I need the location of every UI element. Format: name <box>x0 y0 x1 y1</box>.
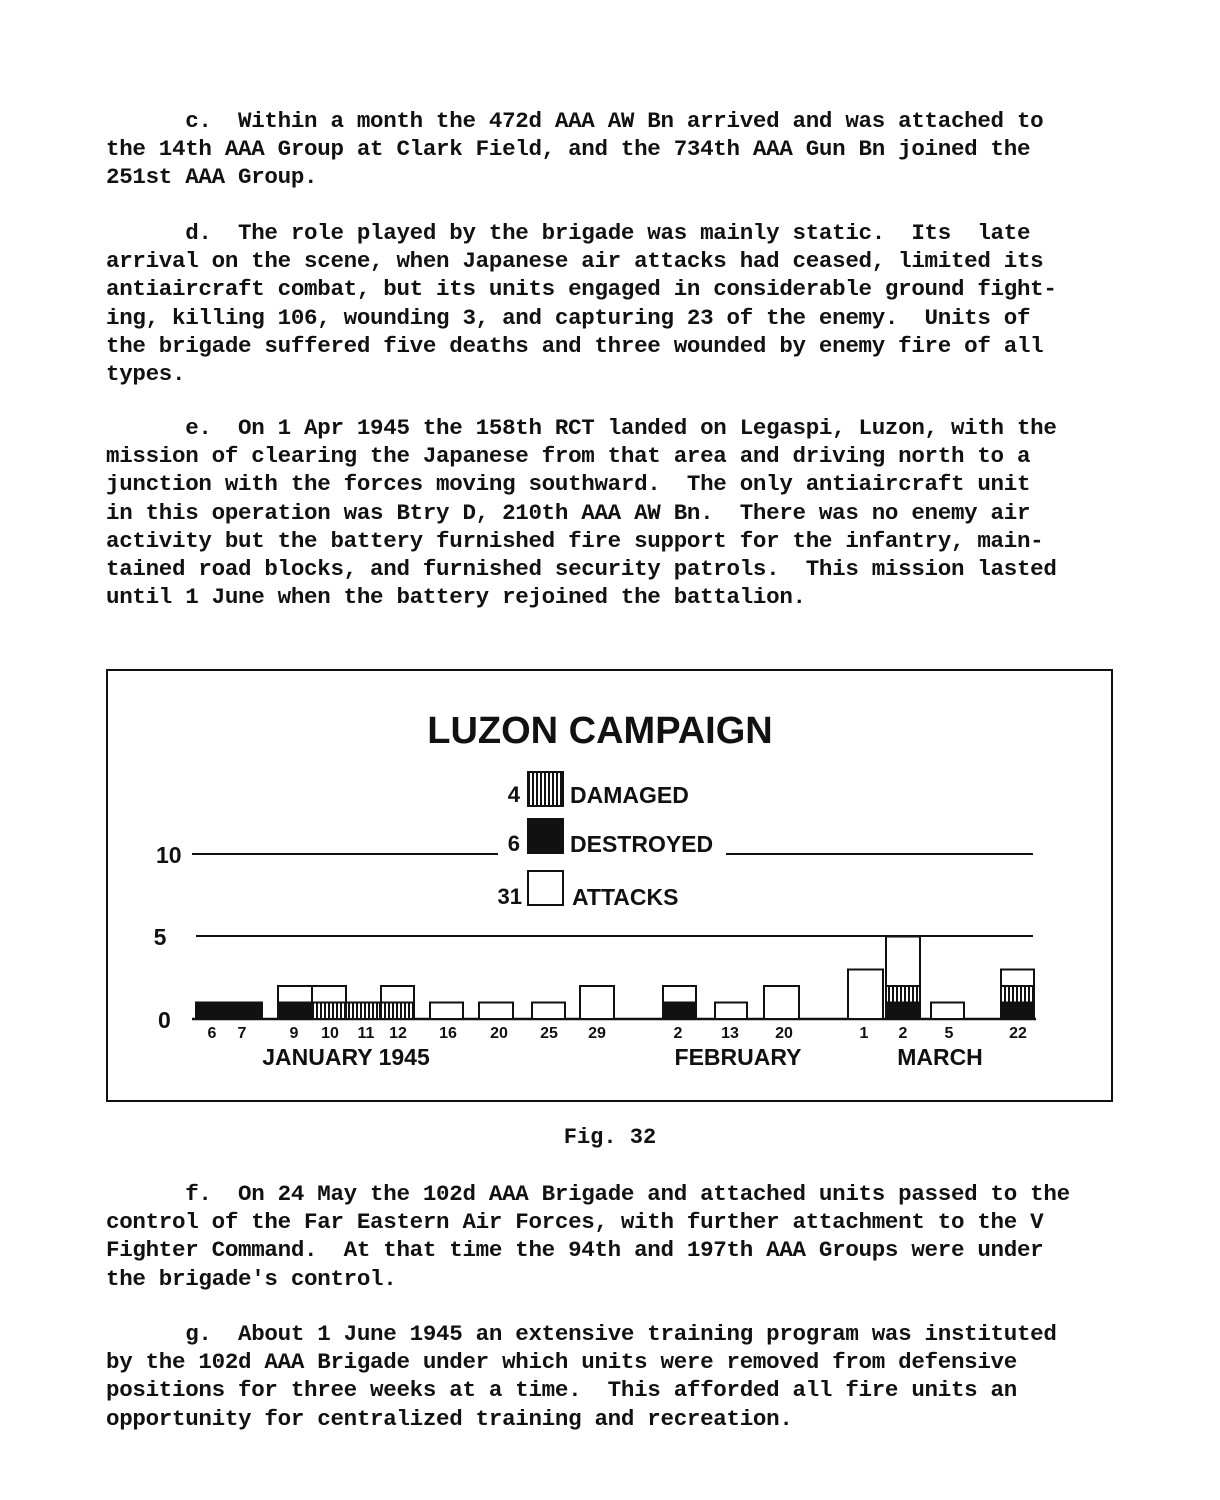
legend <box>498 772 714 910</box>
bar-destroyed-1 <box>229 1003 262 1020</box>
paragraph-d: d. The role played by the brigade was mainly static. Its late arrival on the scene, when Japanese air attacks had ceased, limited its antiaircraft combat, but its units engaged in considerable ground fight- ing, killing 106, wounding 3, and capturing 23 of the enemy. Units of the brigade suffered five deaths and three wounded by enemy fire of all types. <box>106 220 1057 388</box>
x-tick-label-3: 10 <box>321 1025 339 1042</box>
legend-damaged-label: DAMAGED <box>570 782 689 808</box>
bar-attacks-7 <box>479 1003 513 1020</box>
legend-attacks-swatch <box>528 871 563 905</box>
bar-destroyed-14 <box>886 1003 920 1020</box>
paragraph-e: e. On 1 Apr 1945 the 158th RCT landed on Legaspi, Luzon, with the mission of clearing the Japanese from that area and driving north to a junction with the forces moving southward. The only antiaircraft unit in this operation was Btry D, 210th AAA AW Bn. There was no enemy air activity but the battery furnished fire support for the infantry, main- tained road blocks, and furnished security patrols. This mission lasted until 1 June when the battery rejoined the battalion. <box>106 415 1057 611</box>
bar-damaged-3 <box>312 1003 346 1020</box>
x-tick-label-10: 2 <box>673 1025 683 1042</box>
x-tick-label-9: 29 <box>588 1025 606 1042</box>
paragraph-c: c. Within a month the 472d AAA AW Bn arrived and was attached to the 14th AAA Group at Clark Field, and the 734th AAA Gun Bn joined the 251st AAA Group. <box>106 108 1044 191</box>
bar-attacks-6 <box>430 1003 463 1020</box>
paragraph-g: g. About 1 June 1945 an extensive training program was instituted by the 102d AAA Brigade under which units were removed from defensive positions for three weeks at a time. This afforded all fire units an opportunity for centralized training and recreation. <box>106 1321 1057 1432</box>
bar-attacks-9 <box>580 986 614 1019</box>
chart-canvas <box>108 671 1115 1104</box>
bar-damaged-16 <box>1001 986 1034 1003</box>
x-tick-label-14: 2 <box>898 1025 908 1042</box>
legend-damaged-count: 4 <box>507 782 520 807</box>
bar-damaged-4 <box>346 1003 380 1020</box>
legend-destroyed-label: DESTROYED <box>570 831 714 857</box>
x-tick-label-4: 11 <box>357 1025 375 1042</box>
legend-attacks-label: ATTACKS <box>572 884 679 910</box>
x-tick-label-7: 20 <box>490 1025 508 1042</box>
bar-attacks-11 <box>715 1003 747 1020</box>
y-tick-0: 0 <box>158 1007 171 1033</box>
luzon-campaign-chart <box>106 669 1113 1102</box>
x-tick-label-0: 6 <box>207 1025 217 1042</box>
bar-damaged-14 <box>886 986 920 1003</box>
x-tick-label-5: 12 <box>389 1025 407 1042</box>
legend-destroyed-swatch <box>528 819 563 853</box>
x-tick-label-12: 20 <box>775 1025 793 1042</box>
chart-title: LUZON CAMPAIGN <box>427 710 773 752</box>
month-label-february: FEBRUARY <box>674 1044 802 1070</box>
x-tick-label-16: 22 <box>1009 1025 1027 1042</box>
x-tick-label-1: 7 <box>237 1025 247 1042</box>
bar-attacks-12 <box>764 986 799 1019</box>
bar-attacks-13 <box>848 970 883 1020</box>
bar-destroyed-16 <box>1001 1003 1034 1020</box>
y-tick-10: 10 <box>156 842 182 868</box>
month-label-january: JANUARY 1945 <box>262 1044 430 1070</box>
x-tick-label-11: 13 <box>721 1025 739 1042</box>
legend-damaged-swatch <box>528 772 563 806</box>
bar-attacks-8 <box>532 1003 565 1020</box>
x-tick-label-6: 16 <box>439 1025 457 1042</box>
bar-destroyed-0 <box>196 1003 229 1020</box>
bar-attacks-15 <box>931 1003 964 1020</box>
x-tick-labels <box>208 1025 1027 1042</box>
bars-group <box>196 937 1034 1020</box>
x-tick-label-15: 5 <box>944 1025 954 1042</box>
bar-destroyed-2 <box>278 1003 312 1020</box>
x-tick-label-8: 25 <box>540 1025 558 1042</box>
x-tick-label-2: 9 <box>289 1025 299 1042</box>
legend-attacks-count: 31 <box>497 884 522 909</box>
legend-destroyed-count: 6 <box>507 831 520 856</box>
paragraph-f: f. On 24 May the 102d AAA Brigade and attached units passed to the control of the Far Eastern Air Forces, with further attachment to the V Fighter Command. At that time the 94th and 197th AAA Groups were under the brigade's control. <box>106 1181 1070 1292</box>
y-tick-5: 5 <box>153 924 167 950</box>
figure-caption: Fig. 32 <box>563 1125 657 1150</box>
bar-destroyed-10 <box>663 1003 696 1020</box>
x-tick-label-13: 1 <box>859 1025 869 1042</box>
bar-damaged-5 <box>381 1003 414 1020</box>
month-label-march: MARCH <box>897 1044 983 1070</box>
